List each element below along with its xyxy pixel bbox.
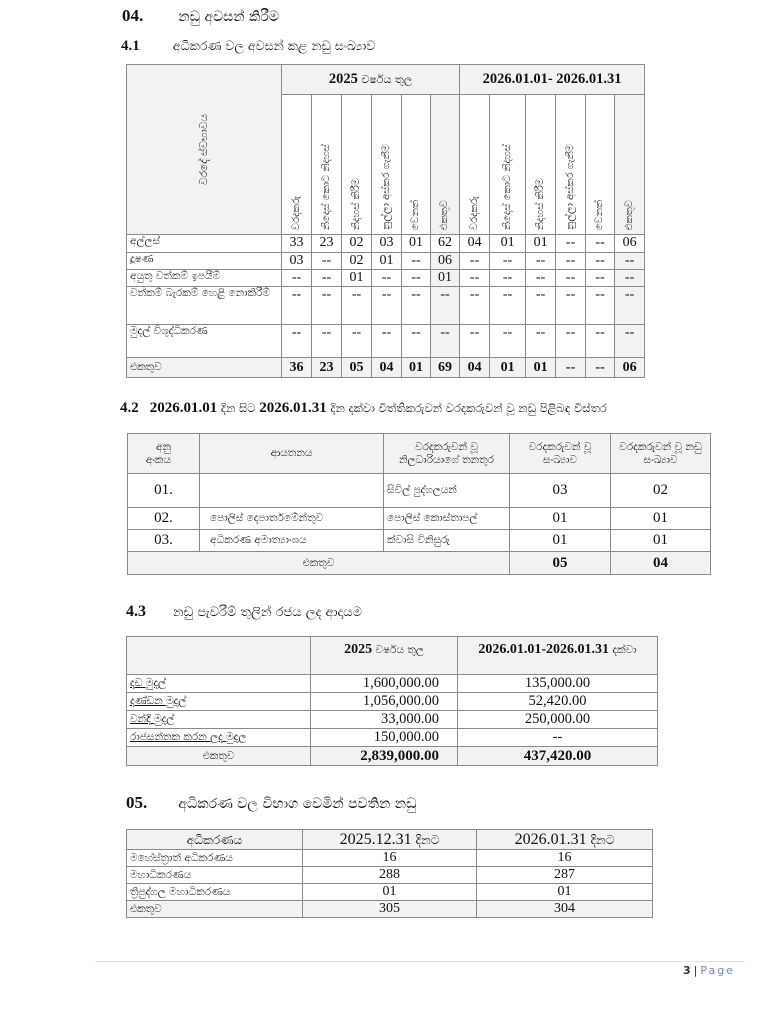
column-header: වෙනත් [586, 95, 615, 235]
count-cell: -- [312, 253, 342, 270]
pending-cases-table [126, 829, 653, 918]
total-row [128, 552, 711, 575]
table-row [127, 235, 645, 253]
total-2026: 437,420.00 [458, 747, 658, 766]
column-header: 2025.12.31 දිනට [303, 830, 477, 850]
count-cell: 03 [282, 253, 312, 270]
amount-2025: 1,056,000.00 [311, 693, 458, 711]
column-header: 2026.01.31 දිනට [477, 830, 653, 850]
section-number: 04. [122, 6, 144, 25]
table-row [128, 474, 711, 508]
column-header: වෙනත් [402, 95, 431, 235]
count-cell: 01 [402, 235, 431, 253]
count-cell: -- [431, 325, 460, 358]
total-2025: 305 [303, 901, 477, 918]
count-cell: 03 [372, 235, 402, 253]
revenue-type: දණ්ඩන මුදල් [127, 693, 311, 711]
offence-label: මුදල් විශුද්ධිකරණ [127, 325, 282, 358]
total-label: එකතුව [127, 901, 303, 918]
group-header-2025: 2025 වර්ෂය තුල [282, 65, 460, 95]
section-41-heading [121, 38, 375, 55]
amount-2026: 52,420.00 [458, 693, 658, 711]
total-row [127, 901, 653, 918]
total-2025: 2,839,000.00 [311, 747, 458, 766]
serial-number: 01. [128, 474, 200, 508]
total-2026: 304 [477, 901, 653, 918]
pending-2025: 01 [303, 884, 477, 901]
offence-type-header: වරදේ ස්වභාවය [127, 65, 282, 235]
column-header: නිදොස් කොට නිදහස් [490, 95, 526, 235]
convicted-count-cell: 01 [510, 530, 611, 552]
count-cell: -- [372, 325, 402, 358]
count-cell: -- [615, 325, 645, 358]
count-cell: -- [402, 287, 431, 325]
column-header: වරදකරුවන් වූ නිලධාරියාගේ තනතුර [384, 434, 510, 474]
count-cell: -- [615, 253, 645, 270]
count-cell: -- [402, 270, 431, 287]
convicted-cases-cell: 02 [611, 474, 711, 508]
column-header: අනු අංකය [128, 434, 200, 474]
count-cell: -- [312, 325, 342, 358]
count-cell: -- [312, 270, 342, 287]
count-cell: 33 [282, 235, 312, 253]
count-cell: 01 [490, 235, 526, 253]
total-cell: 69 [431, 358, 460, 378]
pending-2026: 16 [477, 850, 653, 867]
count-cell: -- [282, 325, 312, 358]
section-number: 05. [126, 793, 148, 812]
court-name: මහාධිකරණය [127, 867, 303, 884]
count-cell: -- [460, 270, 490, 287]
convicted-cases-cell: 01 [611, 530, 711, 552]
table-row [127, 729, 658, 747]
count-cell: -- [526, 253, 556, 270]
institution-cell: පොලිස් දෙපාර්තමේන්තුව [200, 508, 384, 530]
count-cell: -- [615, 270, 645, 287]
pending-2026: 287 [477, 867, 653, 884]
column-header: එකතුව [615, 95, 645, 235]
count-cell: -- [615, 287, 645, 325]
table-row [127, 675, 658, 693]
group-header-2026: 2026.01.01- 2026.01.31 [460, 65, 645, 95]
table-row [127, 693, 658, 711]
column-header: ආයතනය [200, 434, 384, 474]
count-cell: 06 [615, 235, 645, 253]
count-cell: -- [556, 253, 586, 270]
institution-cell [200, 474, 384, 508]
count-cell: 06 [431, 253, 460, 270]
amount-2025: 150,000.00 [311, 729, 458, 747]
footer-divider [95, 961, 745, 962]
amount-2025: 1,600,000.00 [311, 675, 458, 693]
amount-2025: 33,000.00 [311, 711, 458, 729]
count-cell: -- [490, 287, 526, 325]
section-title: අධිකරණ වල අවසන් කළ නඩු සංඛ්‍යාව [172, 38, 376, 53]
pending-2025: 16 [303, 850, 477, 867]
count-cell: 23 [312, 235, 342, 253]
count-cell: -- [526, 270, 556, 287]
convicted-count-cell: 01 [510, 508, 611, 530]
table-row [127, 325, 645, 358]
revenue-type: දඩ මුදල් [127, 675, 311, 693]
table-row [127, 867, 653, 884]
page-footer [683, 964, 735, 977]
page-separator: | [693, 964, 698, 977]
total-count: 05 [510, 552, 611, 575]
count-cell: -- [586, 235, 615, 253]
revenue-type: වන්දි මුදල් [127, 711, 311, 729]
section-title: නඩු අවසන් කිරීම [178, 9, 279, 25]
count-cell: 02 [342, 253, 372, 270]
total-cell: 01 [490, 358, 526, 378]
column-header: 2026.01.01-2026.01.31 දක්වා [458, 637, 658, 675]
total-cell: 04 [460, 358, 490, 378]
total-cell: 05 [342, 358, 372, 378]
table-row [127, 850, 653, 867]
count-cell: -- [526, 325, 556, 358]
total-cell: 04 [372, 358, 402, 378]
section-title: අධිකරණ වල විභාග වෙමින් පවතින නඩු [178, 796, 417, 812]
table-row [127, 253, 645, 270]
count-cell: -- [556, 325, 586, 358]
table-row [127, 287, 645, 325]
section-title: 2026.01.01 දින සිට 2026.01.31 දින දක්වා විත්තිකරුවන් වරදකරුවන් වූ නඩු පිළිබඳ විස්තර [149, 400, 607, 416]
institution-cell: අධිකරණ අමාත්‍යාංශය [200, 530, 384, 552]
total-cell: -- [586, 358, 615, 378]
table-row [127, 711, 658, 729]
section-05-heading [126, 793, 417, 813]
column-header: නිදහස් කිරීම [342, 95, 372, 235]
count-cell: -- [431, 287, 460, 325]
section-number: 4.3 [126, 603, 146, 620]
total-cell: 23 [312, 358, 342, 378]
count-cell: -- [490, 325, 526, 358]
count-cell: -- [586, 287, 615, 325]
total-cases: 04 [611, 552, 711, 575]
column-header: නිදොස් කොට නිදහස් [312, 95, 342, 235]
total-label: එකතුව [127, 747, 311, 766]
total-cell: -- [556, 358, 586, 378]
count-cell: 01 [526, 235, 556, 253]
table-row [127, 270, 645, 287]
section-04-heading [122, 6, 279, 26]
page-label: Page [700, 964, 736, 977]
section-43-heading [126, 603, 362, 621]
count-cell: -- [490, 270, 526, 287]
count-cell: -- [526, 287, 556, 325]
column-header: නුල්ලා අස්කර ගැනීම [556, 95, 586, 235]
offence-label: දූෂණ [127, 253, 282, 270]
count-cell: 04 [460, 235, 490, 253]
table-row [127, 884, 653, 901]
amount-2026: 250,000.00 [458, 711, 658, 729]
count-cell: -- [372, 270, 402, 287]
court-name: මහේස්ත්‍රාත් අධිකරණය [127, 850, 303, 867]
revenue-table [126, 636, 658, 766]
count-cell: -- [556, 287, 586, 325]
amount-2026: 135,000.00 [458, 675, 658, 693]
total-cell: 01 [402, 358, 431, 378]
column-header: එකතුව [431, 95, 460, 235]
table-row [128, 530, 711, 552]
count-cell: -- [402, 325, 431, 358]
column-header: නිදහස් කිරීම [526, 95, 556, 235]
count-cell: -- [282, 287, 312, 325]
count-cell: -- [460, 325, 490, 358]
convicted-cases-cell: 01 [611, 508, 711, 530]
total-row [127, 747, 658, 766]
count-cell: -- [372, 287, 402, 325]
total-cell: 36 [282, 358, 312, 378]
offence-label: අල්ලස් [127, 235, 282, 253]
count-cell: -- [586, 325, 615, 358]
count-cell: 01 [431, 270, 460, 287]
serial-number: 03. [128, 530, 200, 552]
table-row [128, 508, 711, 530]
count-cell: 02 [342, 235, 372, 253]
pending-2025: 288 [303, 867, 477, 884]
section-number: 4.1 [121, 38, 140, 54]
column-header [127, 637, 311, 675]
count-cell: 01 [372, 253, 402, 270]
total-cell: 06 [615, 358, 645, 378]
column-header: අධිකරණය [127, 830, 303, 850]
amount-2026: -- [458, 729, 658, 747]
court-name: ත්‍රිපුද්ගල මහාධිකරණය [127, 884, 303, 901]
count-cell: 01 [342, 270, 372, 287]
column-header: 2025 වර්ෂය තුල [311, 637, 458, 675]
total-cell: 01 [526, 358, 556, 378]
count-cell: -- [586, 270, 615, 287]
section-title: නඩු පැවරීම් තුලින් රජය ලද ආදායම [173, 605, 362, 620]
position-cell: පොලිස් කොස්තාපල් [384, 508, 510, 530]
column-header: වරදකරු [460, 95, 490, 235]
count-cell: -- [282, 270, 312, 287]
count-cell: -- [556, 270, 586, 287]
count-cell: -- [312, 287, 342, 325]
count-cell: -- [556, 235, 586, 253]
pending-2026: 01 [477, 884, 653, 901]
count-cell: -- [342, 287, 372, 325]
total-label: එකතුව [128, 552, 510, 575]
column-header: වරදකරුවන් වූ නඩු සංඛ්‍යාව [611, 434, 711, 474]
column-header: නුල්ලා අස්කර ගැනීම [372, 95, 402, 235]
count-cell: -- [460, 287, 490, 325]
total-label: එකතුව [127, 358, 282, 378]
count-cell: -- [586, 253, 615, 270]
count-cell: -- [490, 253, 526, 270]
count-cell: -- [342, 325, 372, 358]
serial-number: 02. [128, 508, 200, 530]
offence-label: වත්කම් බැරකම් හෙළි නොකිරීම් [127, 287, 282, 325]
closed-cases-table [126, 64, 645, 378]
count-cell: 62 [431, 235, 460, 253]
offence-label: අයුතු වත්කම් ඉපයීම් [127, 270, 282, 287]
position-cell: සිවිල් පුද්ගලයන් [384, 474, 510, 508]
page-number: 3 [683, 964, 691, 977]
revenue-type: රාජසන්තක කරන ලද මුදල [127, 729, 311, 747]
total-row [127, 358, 645, 378]
count-cell: -- [460, 253, 490, 270]
convicted-count-cell: 03 [510, 474, 611, 508]
column-header: වරදකරු [282, 95, 312, 235]
position-cell: ක්වාසි විනිසුරු [384, 530, 510, 552]
convicted-cases-table [127, 433, 711, 575]
section-42-heading [120, 400, 607, 417]
section-number: 4.2 [120, 400, 139, 416]
count-cell: -- [402, 253, 431, 270]
column-header: වරදකරුවන් වූ සංඛ්‍යාව [510, 434, 611, 474]
